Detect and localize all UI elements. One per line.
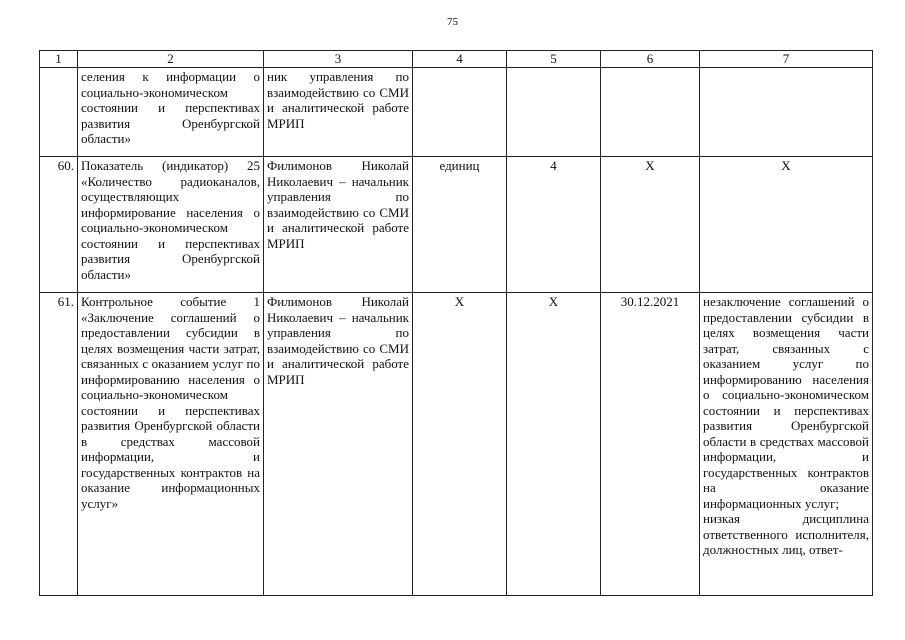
column-header-7: 7 xyxy=(700,51,873,68)
column-header-6: 6 xyxy=(601,51,700,68)
column-header-1: 1 xyxy=(40,51,78,68)
data-table xyxy=(39,50,873,596)
row-responsible: Филимонов Николай Николаевич – начальник управления по взаимодействию со СМИ и аналитической работе МРИП xyxy=(264,157,413,293)
row-risks: Х xyxy=(700,157,873,293)
column-header-5: 5 xyxy=(507,51,601,68)
row-risks: незаключение соглашений о предоставлении субсидии в целях возмещения части затрат, связанных с оказанием услуг по информированию населения о социально-экономическом состоянии и перспективах развития Оренбургской области в средствах массовой информации, и государственных контрактов на оказание информационных услуг; низкая дисциплина ответственного исполнителя, должностных лиц, ответ- xyxy=(700,293,873,596)
row-responsible: Филимонов Николай Николаевич – начальник управления по взаимодействию со СМИ и аналитической работе МРИП xyxy=(264,293,413,596)
row-description: Показатель (индикатор) 25 «Количество радиоканалов, осуществляющих информирование населения о социально-экономическом состоянии и перспективах развития Оренбургской области» xyxy=(78,157,264,293)
row-responsible: ник управления по взаимодействию со СМИ и аналитической работе МРИП xyxy=(264,68,413,157)
row-description: Контрольное событие 1 «Заключение соглашений о предоставлении субсидии в целях возмещения части затрат, связанных с оказанием услуг по информированию населения о социально-экономическом состоянии и перспективах развития Оренбургской области в средствах массовой информации, и государственных контрактов на оказание информационных услуг» xyxy=(78,293,264,596)
column-header-3: 3 xyxy=(264,51,413,68)
row-date: Х xyxy=(601,157,700,293)
row-value: Х xyxy=(507,293,601,596)
table-row xyxy=(40,68,873,157)
column-header-2: 2 xyxy=(78,51,264,68)
header-row xyxy=(40,51,873,68)
table-row xyxy=(40,293,873,596)
column-header-4: 4 xyxy=(413,51,507,68)
row-value: 4 xyxy=(507,157,601,293)
page-number: 75 xyxy=(447,16,458,28)
row-unit: единиц xyxy=(413,157,507,293)
row-risks xyxy=(700,68,873,157)
row-unit: Х xyxy=(413,293,507,596)
row-number: 61. xyxy=(40,293,78,596)
row-value xyxy=(507,68,601,157)
row-description: селения к информации о социально-экономическом состоянии и перспективах развития Оренбургской области» xyxy=(78,68,264,157)
row-date: 30.12.2021 xyxy=(601,293,700,596)
row-number: 60. xyxy=(40,157,78,293)
table-row xyxy=(40,157,873,293)
row-date xyxy=(601,68,700,157)
row-unit xyxy=(413,68,507,157)
row-number xyxy=(40,68,78,157)
